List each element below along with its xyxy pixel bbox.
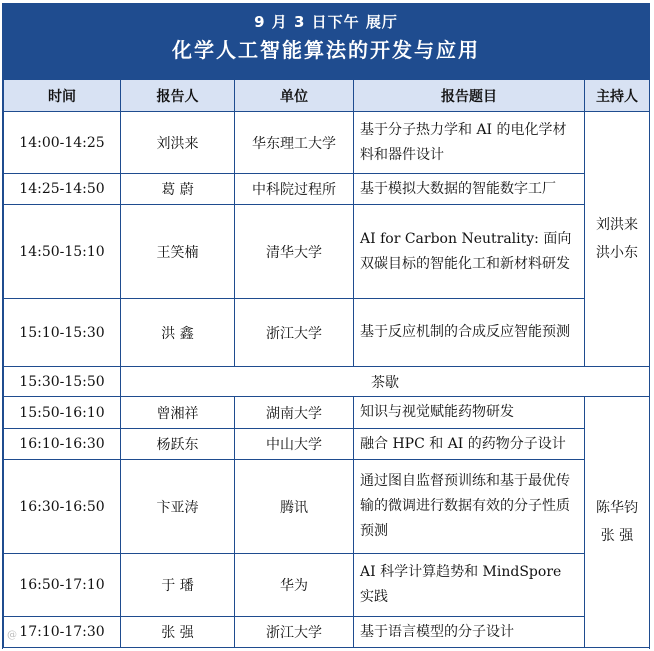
topic-cell: 通过图自监督预训练和基于最优传输的微调进行数据有效的分子性质预测 — [354, 460, 585, 554]
unit-cell: 腾讯 — [235, 460, 354, 554]
unit-cell: 湖南大学 — [235, 397, 354, 429]
topic-cell: AI for Carbon Neutrality: 面向双碳目标的智能化工和新材料研发 — [354, 205, 585, 299]
unit-cell: 中科院过程所 — [235, 174, 354, 205]
speaker-cell: 于 璠 — [121, 554, 235, 617]
unit-cell: 中山大学 — [235, 429, 354, 460]
speaker-cell: 王笑楠 — [121, 205, 235, 299]
table-row — [4, 554, 650, 617]
time-cell: 15:10-15:30 — [4, 299, 121, 367]
table-row — [4, 429, 650, 460]
col-speaker-header: 报告人 — [121, 80, 235, 112]
time-cell: 16:50-17:10 — [4, 554, 121, 617]
topic-cell: 基于模拟大数据的智能数字工厂 — [354, 174, 585, 205]
time-cell: 16:30-16:50 — [4, 460, 121, 554]
table-row — [4, 397, 650, 429]
host-cell-group1 — [585, 112, 650, 367]
table-row — [4, 205, 650, 299]
table-row — [4, 299, 650, 367]
unit-cell: 华东理工大学 — [235, 112, 354, 174]
time-cell: 14:00-14:25 — [4, 112, 121, 174]
table-header-row — [4, 80, 650, 112]
unit-cell: 清华大学 — [235, 205, 354, 299]
host-name: 陈华钧 — [596, 500, 638, 516]
unit-cell: 华为 — [235, 554, 354, 617]
host-name: 刘洪来 — [596, 217, 638, 233]
table-row — [4, 617, 650, 648]
time-cell: 14:50-15:10 — [4, 205, 121, 299]
speaker-cell: 张 强 — [121, 617, 235, 648]
topic-cell: AI 科学计算趋势和 MindSpore 实践 — [354, 554, 585, 617]
table-row — [4, 112, 650, 174]
speaker-cell: 刘洪来 — [121, 112, 235, 174]
table-row — [4, 460, 650, 554]
time-cell: 17:10-17:30 — [4, 617, 121, 648]
schedule-card — [2, 3, 650, 649]
topic-cell: 基于语言模型的分子设计 — [354, 617, 585, 648]
topic-cell: 知识与视觉赋能药物研发 — [354, 397, 585, 429]
time-cell: 16:10-16:30 — [4, 429, 121, 460]
break-row — [4, 367, 650, 397]
topic-cell: 基于反应机制的合成反应智能预测 — [354, 299, 585, 367]
schedule-table — [3, 79, 650, 648]
time-cell: 15:50-16:10 — [4, 397, 121, 429]
break-time-cell: 15:30-15:50 — [4, 367, 121, 397]
col-host-header: 主持人 — [585, 80, 650, 112]
unit-cell: 浙江大学 — [235, 617, 354, 648]
speaker-cell: 曾湘祥 — [121, 397, 235, 429]
watermark: @ — [7, 630, 17, 641]
speaker-cell: 杨跃东 — [121, 429, 235, 460]
col-time-header: 时间 — [4, 80, 121, 112]
time-cell: 14:25-14:50 — [4, 174, 121, 205]
unit-cell: 浙江大学 — [235, 299, 354, 367]
session-title: 化学人工智能算法的开发与应用 — [172, 38, 480, 62]
speaker-cell: 洪 鑫 — [121, 299, 235, 367]
col-topic-header: 报告题目 — [354, 80, 585, 112]
session-banner — [3, 4, 649, 79]
host-cell-group2 — [585, 397, 650, 648]
host-name: 张 强 — [600, 528, 634, 544]
speaker-cell: 卞亚涛 — [121, 460, 235, 554]
topic-cell: 融合 HPC 和 AI 的药物分子设计 — [354, 429, 585, 460]
table-row — [4, 174, 650, 205]
host-name: 洪小东 — [596, 245, 638, 261]
topic-cell: 基于分子热力学和 AI 的电化学材料和器件设计 — [354, 112, 585, 174]
break-label-cell: 茶歇 — [121, 367, 650, 397]
speaker-cell: 葛 蔚 — [121, 174, 235, 205]
col-unit-header: 单位 — [235, 80, 354, 112]
session-time-venue: 9 月 3 日下午 展厅 — [254, 13, 398, 31]
